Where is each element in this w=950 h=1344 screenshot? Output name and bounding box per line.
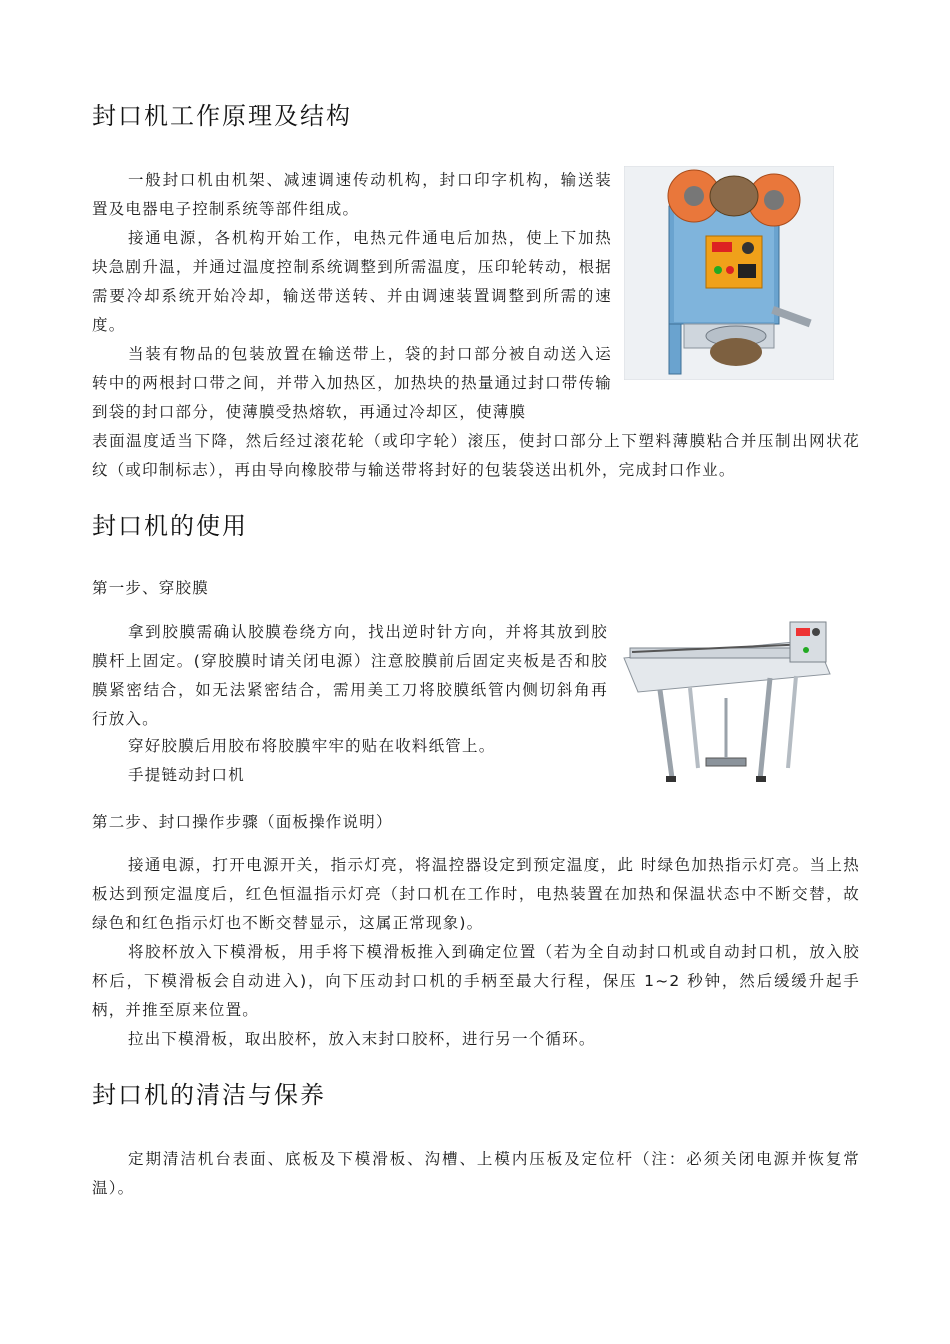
heading-cleaning-maintenance: 封口机的清洁与保养: [92, 1081, 326, 1109]
paragraph-hand-sealer: 手提链动封口机: [128, 766, 245, 784]
paragraph-components: 一般封口机由机架、减速调速传动机构，封口印字机构，输送装置及电器电子控制系统等部件组成。: [92, 171, 612, 218]
paragraph-tape-film: 穿好胶膜后用胶布将胶膜牢牢的贴在收料纸管上。: [128, 737, 496, 755]
step2-title: 第二步、封口操作步骤（面板操作说明）: [92, 813, 393, 831]
paragraph-next-cycle: 拉出下模滑板，取出胶杯，放入末封口胶杯，进行另一个循环。: [128, 1030, 596, 1048]
step1-title: 第一步、穿胶膜: [92, 579, 209, 597]
paragraph-power-on: 接通电源，各机构开始工作，电热元件通电后加热，使上下加热块急剧升温，并通过温度控制系统调整到所需温度，压印轮转动，根据需要冷却系统开始冷却，输送带送转、并由调速装置调整到所需的速度。: [92, 229, 612, 334]
paragraph-cup-sealing: 将胶杯放入下模滑板，用手将下模滑板推入到确定位置（若为全自动封口机或自动封口机，放入胶杯后，下模滑板会自动进入)，向下压动封口机的手柄至最大行程，保压 1~2 秒钟，然后缓缓升起手柄，并推至原来位置。: [92, 943, 860, 1019]
paragraph-panel-power: 接通电源，打开电源开关，指示灯亮，将温控器设定到预定温度，此 时绿色加热指示灯亮。当上热板达到预定温度后，红色恒温指示灯亮（封口机在工作时，电热装置在加热和保温状态中不断交替，故绿色和红色指示灯也不断交替显示，这属正常现象)。: [92, 856, 860, 932]
paragraph-conveyor-b: 表面温度适当下降，然后经过滚花轮（或印字轮）滚压，使封口部分上下塑料薄膜粘合并压制出网状花纹（或印制标志），再由导向橡胶带与输送带将封好的包装袋送出机外，完成封口作业。: [92, 432, 860, 479]
pedal-impulse-sealer-photo: [620, 618, 834, 786]
heading-usage: 封口机的使用: [92, 512, 248, 540]
cup-sealing-machine-photo: [624, 166, 834, 380]
heading-principle-structure: 封口机工作原理及结构: [92, 102, 352, 130]
paragraph-cleaning: 定期清洁机台表面、底板及下模滑板、沟槽、上模内压板及定位杆（注：必须关闭电源并恢复常温）。: [92, 1150, 860, 1197]
paragraph-film-loading: 拿到胶膜需确认胶膜卷绕方向，找出逆时针方向，并将其放到胶膜杆上固定。(穿胶膜时请关闭电源）注意胶膜前后固定夹板是否和胶膜紧密结合，如无法紧密结合，需用美工刀将胶膜纸管内侧切斜角再行放入。: [92, 623, 608, 728]
paragraph-conveyor-a: 当装有物品的包装放置在输送带上，袋的封口部分被自动送入运转中的两根封口带之间，并带入加热区，加热块的热量通过封口带传输到袋的封口部分，使薄膜受热熔软，再通过冷却区，使薄膜: [92, 345, 612, 421]
